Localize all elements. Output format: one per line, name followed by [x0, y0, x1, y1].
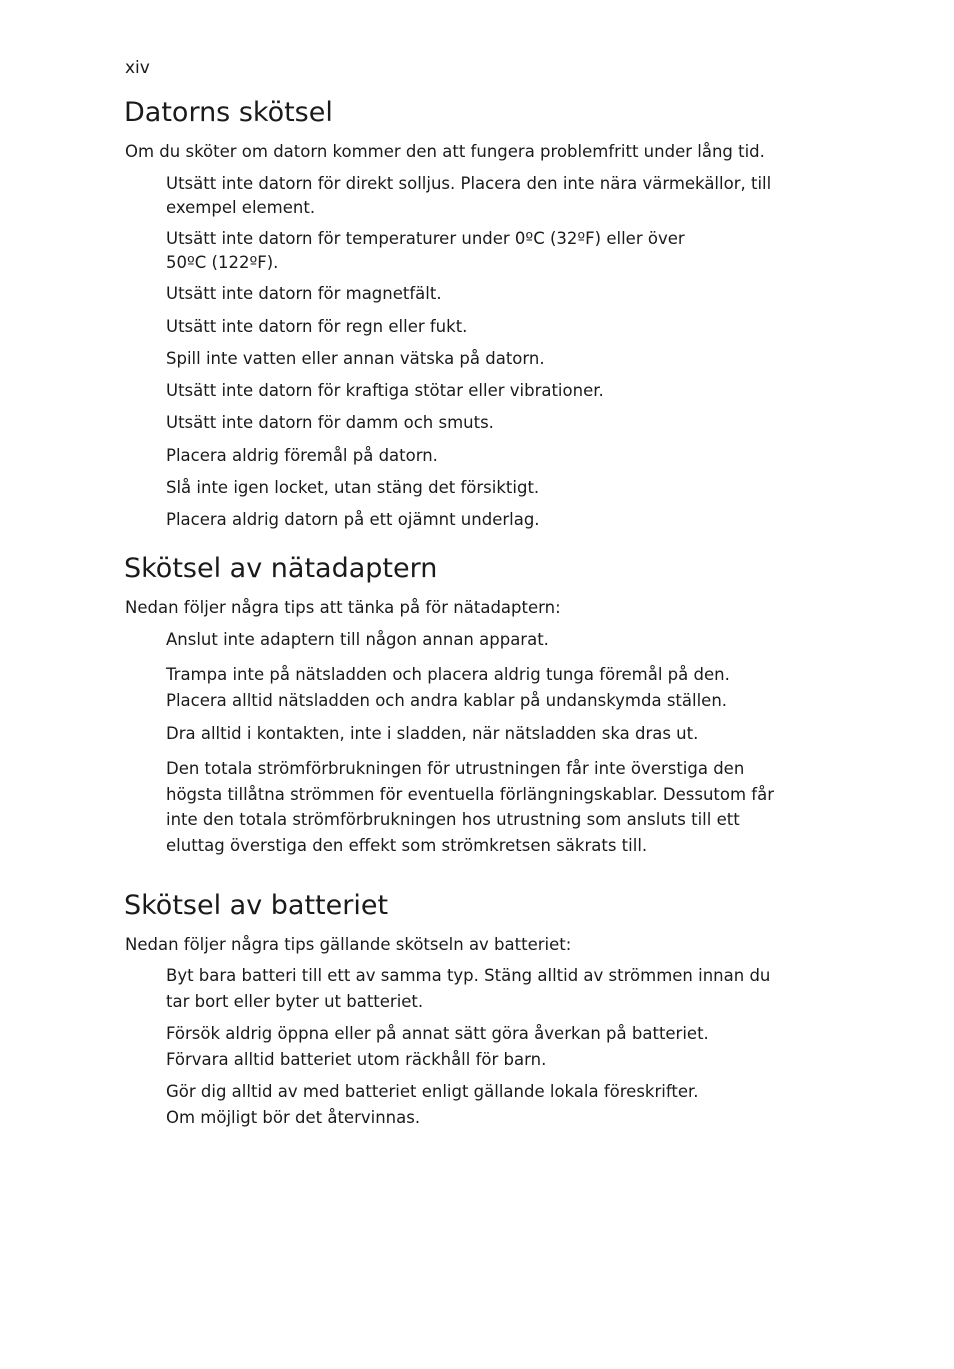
list-item: Utsätt inte datorn för temperaturer under 0ºC (32ºF) eller över 50ºC (122ºF).: [166, 229, 685, 272]
section-title: Skötsel av batteriet: [124, 890, 389, 921]
section-title: Datorns skötsel: [124, 97, 333, 128]
list-item: Spill inte vatten eller annan vätska på datorn.: [166, 349, 545, 368]
section-intro: Nedan följer några tips gällande skötseln av batteriet:: [125, 935, 572, 954]
section-intro: Om du sköter om datorn kommer den att fungera problemfritt under lång tid.: [125, 142, 765, 161]
list-item: Utsätt inte datorn för damm och smuts.: [166, 413, 494, 432]
list-item: Gör dig alltid av med batteriet enligt gällande lokala föreskrifter. Om möjligt bör det återvinnas.: [166, 1082, 699, 1127]
list-item: Anslut inte adaptern till någon annan apparat.: [166, 630, 549, 649]
list-item: Dra alltid i kontakten, inte i sladden, när nätsladden ska dras ut.: [166, 724, 699, 743]
section-intro: Nedan följer några tips att tänka på för nätadaptern:: [125, 598, 561, 617]
list-item: Utsätt inte datorn för regn eller fukt.: [166, 317, 468, 336]
list-item: Utsätt inte datorn för magnetfält.: [166, 284, 442, 303]
list-item: Byt bara batteri till ett av samma typ. Stäng alltid av strömmen innan du tar bort eller byter ut batteriet.: [166, 966, 771, 1011]
list-item: Placera aldrig datorn på ett ojämnt underlag.: [166, 510, 540, 529]
list-item: Placera aldrig föremål på datorn.: [166, 446, 438, 465]
list-item: Den totala strömförbrukningen för utrustningen får inte överstiga den högsta tillåtna strömmen för eventuella förlängningskablar. Dessutom får inte den totala strömförbrukningen hos utrustning som ansluts till ett eluttag överstiga den effekt som strömkretsen säkrats till.: [166, 759, 774, 855]
list-item: Försök aldrig öppna eller på annat sätt göra åverkan på batteriet. Förvara alltid batteriet utom räckhåll för barn.: [166, 1024, 709, 1069]
page-number: xiv: [125, 58, 150, 78]
section-title: Skötsel av nätadaptern: [124, 553, 438, 584]
list-item: Slå inte igen locket, utan stäng det försiktigt.: [166, 478, 540, 497]
list-item: Trampa inte på nätsladden och placera aldrig tunga föremål på den. Placera alltid nätsladden och andra kablar på undanskymda ställen.: [166, 665, 730, 710]
list-item: Utsätt inte datorn för kraftiga stötar eller vibrationer.: [166, 381, 604, 400]
list-item: Utsätt inte datorn för direkt solljus. Placera den inte nära värmekällor, till exempel element.: [166, 174, 772, 217]
